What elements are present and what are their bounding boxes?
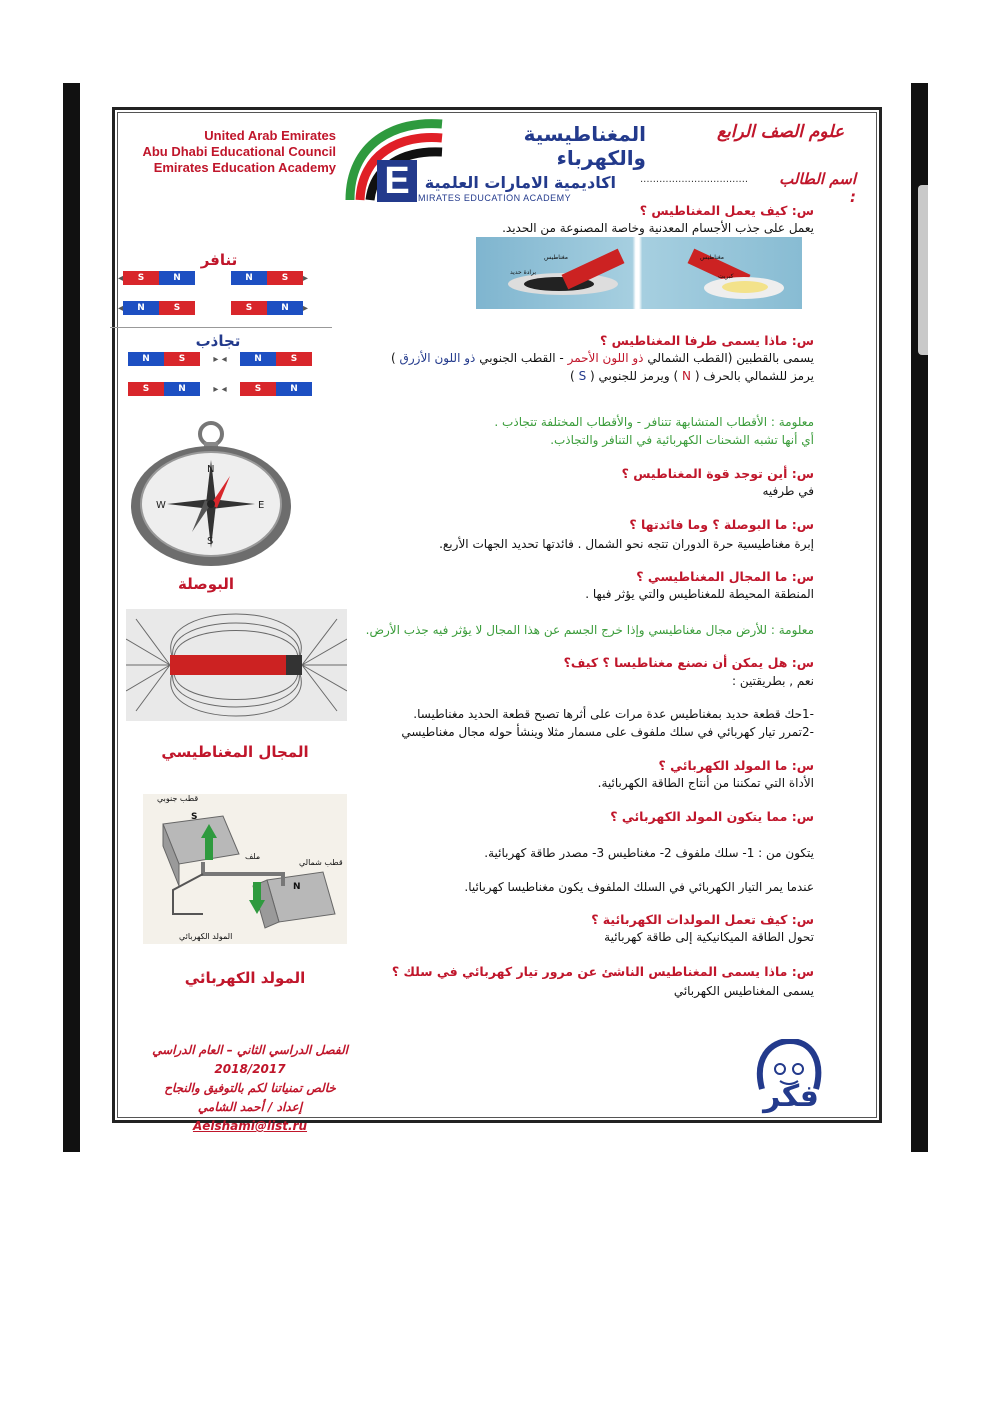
repel-row-1: ◂ S N N S ▸ [118, 272, 309, 284]
footer-wishes: خالص تمنياتنا لكم بالتوفيق والنجاح [164, 1081, 336, 1095]
left-black-bar [63, 83, 80, 1152]
question-electromagnet: س: ماذا يسمى المغناطيس الناشئ عن مرور تيار كهربائي في سلك ؟ [391, 964, 814, 979]
generator-note: عندما يمر التيار الكهربائي في السلك الملفوف يكون مغناطيسا كهربائيا. [464, 880, 814, 894]
answer-generator-operation: تحول الطاقة الميكانيكية إلى طاقة كهربائية [604, 930, 814, 944]
header-line-council: Abu Dhabi Educational Council [142, 144, 336, 159]
answer-electromagnet: يسمى المغناطيس الكهربائي [673, 984, 814, 998]
answer-poles-line2: يرمز للشمالي بالحرف ( N ) ويرمز للجنوبي ( S ) [570, 369, 814, 383]
south-pole-color: ذو اللون الأزرق [399, 351, 476, 365]
question-magnet-force-location: س: أين توجد قوة المغناطيس ؟ [621, 466, 814, 481]
answer-how-magnet-works: يعمل على جذب الأجسام المعدنية وخاصة المصنوعة من الحديد. [502, 221, 814, 235]
photo-label-iron: برادة حديد [510, 269, 537, 276]
question-compass: س: ما البوصلة ؟ وما فائدتها ؟ [629, 517, 814, 532]
grade-label: علوم الصف الرابع [717, 122, 844, 142]
magnet-bar: N S [240, 352, 312, 366]
question-generator: س: ما المولد الكهربائي ؟ [658, 758, 814, 773]
answer-magnet-force-location: في طرفيه [762, 484, 814, 498]
answer-poles-line1: يسمى بالقطبين (القطب الشمالي ذو اللون الأحمر - القطب الجنوبي ذو اللون الأزرق ) [391, 351, 814, 365]
magnetic-field-caption: المجال المغناطيسي [161, 743, 309, 761]
attract-label: تجاذب [195, 332, 241, 350]
svg-text:W: W [156, 500, 166, 511]
attract-row-1: N S ▸ ◂ N S [128, 352, 312, 366]
footer-credits [120, 1041, 380, 1136]
label-n: N [293, 882, 301, 892]
svg-text:N: N [207, 464, 215, 475]
make-magnet-way-2: -2تمرر تيار كهربائي في سلك ملفوف على مسمار مثلا وينشأ حوله مجال مغناطيسي [401, 725, 814, 739]
academy-logo-arabic: اكاديمية الامارات العلمية [424, 173, 616, 192]
label-north-pole: قطب شمالي [299, 858, 343, 867]
divider [110, 327, 332, 328]
answer-magnetic-field: المنطقة المحيطة للمغناطيس والتي يؤثر فيها . [585, 587, 814, 601]
symbol-n: N [682, 369, 691, 383]
answer-generator: الأداة التي تمكننا من أنتاج الطاقة الكهربائية. [597, 776, 814, 790]
answer-make-magnet: نعم , بطريقتين : [731, 674, 814, 688]
header-line-uae: United Arab Emirates [204, 128, 336, 143]
generator-caption: المولد الكهربائي [184, 969, 306, 987]
question-generator-parts: س: مما يتكون المولد الكهربائي ؟ [610, 809, 814, 824]
student-name-label: اسم الطالب : [779, 170, 856, 206]
scroll-handle[interactable] [918, 185, 928, 355]
magnet-bar: S N [128, 382, 200, 396]
think-logo [730, 1039, 852, 1115]
symbol-s: S [578, 369, 587, 383]
sulfur-powder [722, 281, 768, 293]
question-how-magnet-works: س: كيف يعمل المغناطيس ؟ [639, 203, 814, 218]
repel-row-2: ◂ N S S N ▸ [118, 302, 309, 314]
answer-generator-parts: يتكون من : 1- سلك ملفوف 2- مغناطيس 3- مصدر طاقة كهربائية. [484, 846, 814, 860]
question-magnetic-field: س: ما المجال المغناطيسي ؟ [636, 569, 814, 584]
generator-diagram [143, 794, 347, 944]
label-south-pole: قطب جنوبي [157, 794, 199, 803]
label-coil: ملف [245, 852, 261, 861]
svg-text:E: E [258, 500, 265, 511]
magnet-bar: S N [240, 382, 312, 396]
attract-row-2: S N ▸ ◂ S N [128, 382, 312, 396]
photo-label-magnet-left: مغناطيس [544, 254, 568, 261]
compass-caption: البوصلة [177, 575, 234, 593]
question-make-magnet: س: هل يمكن أن نصنع مغناطيسا ؟ كيف؟ [563, 655, 814, 670]
footer-author: إعداد / أحمد الشامي [197, 1100, 303, 1114]
magnetic-field-image [126, 609, 347, 721]
svg-text:S: S [207, 536, 214, 547]
answer-compass: إبرة مغناطيسية حرة الدوران تتجه نحو الشمال . فائدتها تحديد الجهات الأربع. [439, 537, 814, 551]
question-generator-operation: س: كيف تعمل المولدات الكهربائية ؟ [591, 912, 814, 927]
make-magnet-way-1: -1حك قطعة حديد بمغناطيس عدة مرات على أثرها تصبح قطعة الحديد مغناطيسا. [413, 707, 814, 721]
magnet-bar: S N [123, 271, 195, 285]
label-s: S [191, 812, 198, 822]
photo-label-sulfur: كبريت [718, 273, 734, 280]
academy-logo-letter: E [377, 160, 417, 202]
magnet-bar: S N [231, 301, 303, 315]
info-attraction-repulsion: معلومة : الأقطاب المتشابهة تتنافر - والأقطاب المختلفة تتجاذب . [494, 415, 814, 429]
magnet-bar: N S [231, 271, 303, 285]
compass-icon [128, 420, 294, 568]
magnet-attraction-photo [476, 237, 802, 309]
header-line-academy: Emirates Education Academy [153, 160, 336, 175]
magnet-bar: N S [128, 352, 200, 366]
footer-email[interactable]: Aelshami@list.ru [192, 1119, 308, 1133]
question-magnet-ends: س: ماذا يسمى طرفا المغناطيس ؟ [599, 333, 814, 348]
info-charges-analogy: أي أنها تشبه الشحنات الكهربائية في التنافر والتجاذب. [550, 433, 814, 447]
north-pole-color: ذو اللون الأحمر [567, 351, 644, 365]
academy-logo-english: MIRATES EDUCATION ACADEMY [418, 193, 572, 203]
magnet-bar: N S [123, 301, 195, 315]
label-generator: المولد الكهربائي [179, 932, 233, 941]
student-name-field[interactable]: .................................. [640, 174, 749, 185]
repel-label: تنافر [200, 251, 238, 269]
photo-label-magnet-right: مغناطيس [700, 254, 724, 261]
english-header [122, 128, 336, 176]
page-title: المغناطيسية والكهرباء [523, 122, 646, 170]
info-earth-magnetic-field: معلومة : للأرض مجال مغناطيسي وإذا خرج الجسم عن هذا المجال لا يؤثر فيه جذب الأرض. [365, 623, 814, 637]
think-logo-text: فكر [763, 1079, 819, 1114]
footer-semester: الفصل الدراسي الثاني – العام الدراسي 2018/2017 [152, 1043, 348, 1076]
